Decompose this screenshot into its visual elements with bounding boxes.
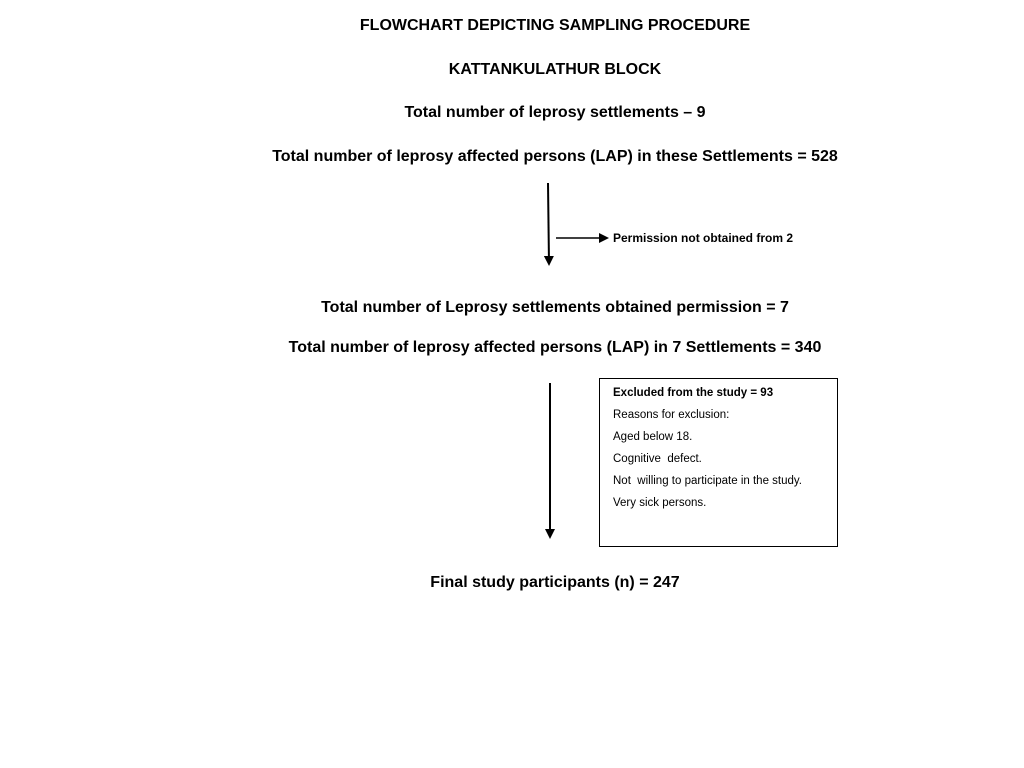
exclusion-reason: Cognitive defect. [613,453,702,465]
exclusion-reasons-label: Reasons for exclusion: [613,409,730,421]
arrow-down-1 [548,183,549,264]
flowchart-title: FLOWCHART DEPICTING SAMPLING PROCEDURE [359,17,751,34]
block-name: KATTANKULATHUR BLOCK [448,61,662,78]
total-lap-node: Total number of leprosy affected persons (LAP) in these Settlements = 528 [272,148,838,165]
exclusion-reason: Aged below 18. [613,431,693,443]
exclusion-reason: Very sick persons. [613,497,707,509]
final-participants-node: Final study participants (n) = 247 [430,574,680,591]
exclusion-heading: Excluded from the study = 93 [613,387,774,399]
lap-in-permitted-node: Total number of leprosy affected persons (LAP) in 7 Settlements = 340 [288,339,822,356]
total-settlements-node: Total number of leprosy settlements – 9 [404,104,706,121]
exclusion-box [599,378,838,547]
exclusion-reason: Not willing to participate in the study. [613,475,802,487]
permission-not-obtained-note: Permission not obtained from 2 [613,231,794,245]
settlements-with-permission-node: Total number of Leprosy settlements obtained permission = 7 [321,299,789,316]
